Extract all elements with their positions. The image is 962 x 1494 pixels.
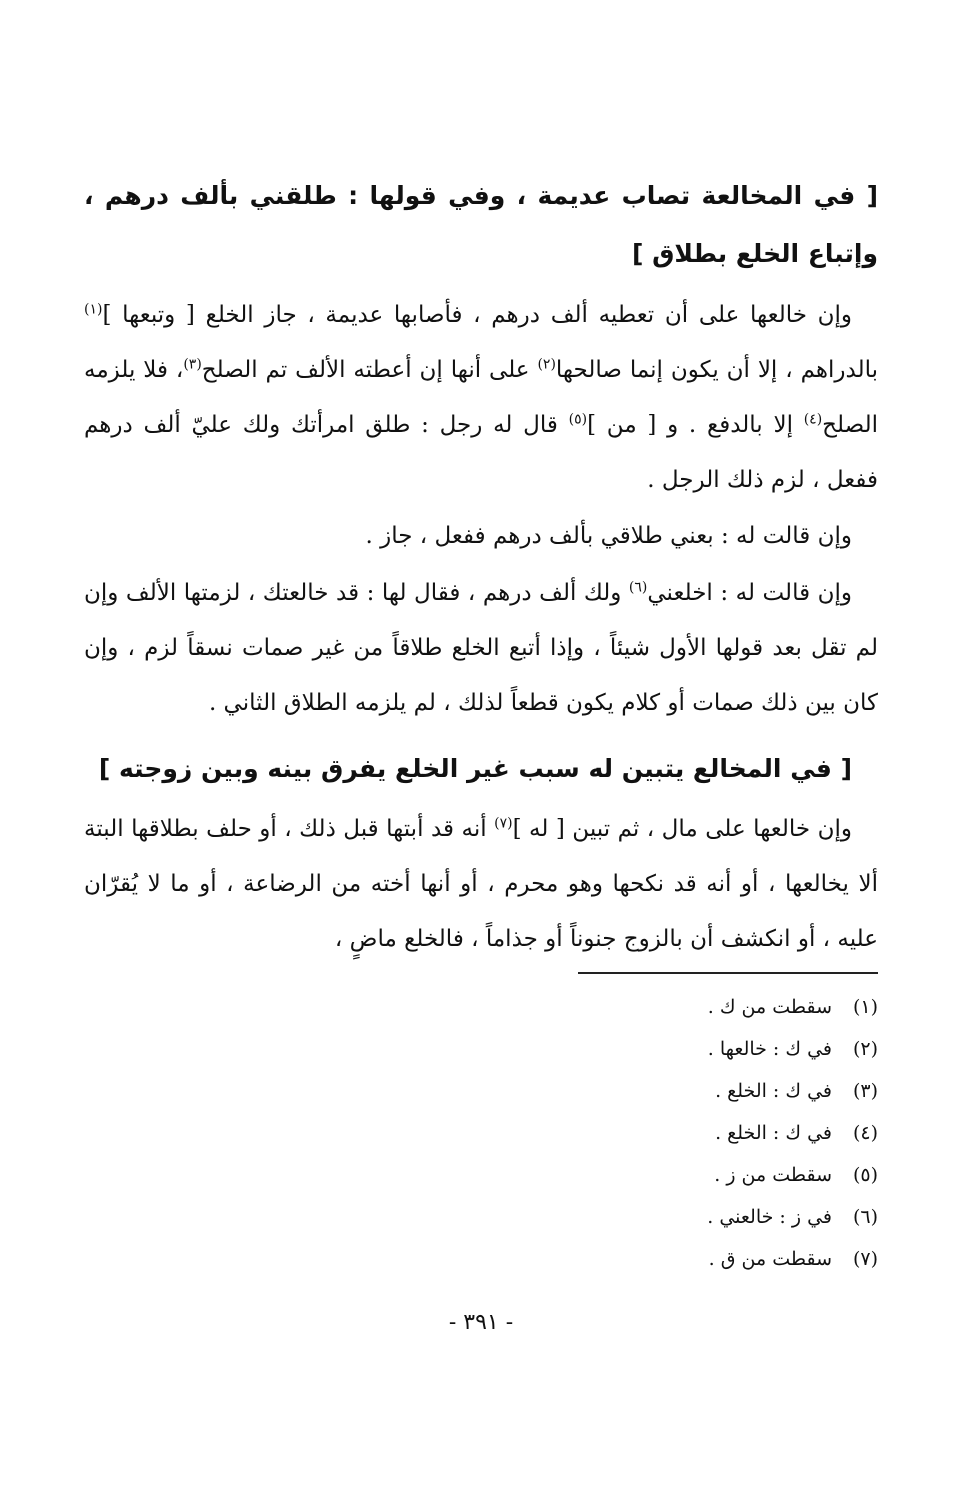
footnote-number: (٤) xyxy=(852,1122,878,1144)
paragraph-2-text: وإن قالت له : بعني طلاقي بألف درهم ففعل ، جاز . xyxy=(365,523,852,549)
page-number: - ٣٩١ - xyxy=(448,1310,514,1335)
footnote-number: (٦) xyxy=(852,1206,878,1228)
section-heading-2 xyxy=(84,740,878,798)
footnote-ref-3: (٣) xyxy=(183,356,202,373)
paragraph-4-text-b: أنه قد أبتها قبل ذلك ، أو حلف بطلاقها البتة ألا يخالعها ، أو أنه قد نكحها وهو محرم ، أو أنها أخته من الرضاعة ، أو ما لا يُقرّان عليه ، أو انكشف أن بالزوج جنوناً أو جذاماً ، فالخلع ماضٍ ، xyxy=(84,816,878,952)
footnote-text: سقطت من ك . xyxy=(707,996,832,1018)
section-heading-1-text: [ في المخالعة تصاب عديمة ، وفي قولها : طلقني بألف درهم ، وإتباع الخلع بطلاق ] xyxy=(84,181,878,268)
footnote-item xyxy=(278,1154,878,1196)
paragraph-3 xyxy=(84,566,878,731)
footnotes-list xyxy=(278,986,878,1280)
paragraph-1-text-d: ، فلا يلزمه الصلح xyxy=(84,357,878,438)
footnote-number: (٥) xyxy=(852,1164,878,1186)
footnote-number: (٢) xyxy=(852,1038,878,1060)
paragraph-2 xyxy=(84,509,878,564)
footnote-text: في ز : خالعني . xyxy=(707,1206,832,1228)
footnote-item xyxy=(278,986,878,1028)
footnote-item xyxy=(278,1070,878,1112)
paragraph-1-text-b: بالدراهم ، إلا أن يكون إنما صالحها xyxy=(555,357,878,383)
footnote-ref-5: (٥) xyxy=(568,411,588,428)
footnote-number: (٧) xyxy=(852,1248,878,1270)
footnote-text: في ك : الخلع . xyxy=(715,1080,832,1102)
footnote-item xyxy=(278,1112,878,1154)
paragraph-4-text-a: وإن خالعها على مال ، ثم تبين [ له ] xyxy=(512,816,852,842)
paragraph-1-text-f: قال له رجل : طلق امرأتك ولك عليّ ألف درهم ففعل ، لزم ذلك الرجل . xyxy=(84,412,878,493)
footnote-text: في ك : الخلع . xyxy=(715,1122,832,1144)
paragraph-1-text-c: على أنها إن أعطته الألف تم الصلح xyxy=(201,357,538,383)
paragraph-1 xyxy=(84,288,878,508)
footnote-text: سقطت من ق . xyxy=(708,1248,832,1270)
footnote-item xyxy=(278,1238,878,1280)
paragraph-3-text-b: ولك ألف درهم ، فقال لها : قد خالعتك ، لزمتها الألف وإن لم تقل بعد قولها الأول شيئاً ، وإذا أتبع الخلع طلاقاً من غير صمات نسقاً لزم ، وإن كان بين ذلك صمات أو كلام يكون قطعاً لذلك ، لم يلزمه الطلاق الثاني . xyxy=(84,580,878,716)
paragraph-3-text-a: وإن قالت له : اخلعني xyxy=(647,580,852,606)
footnote-ref-7: (٧) xyxy=(494,815,513,832)
section-heading-1 xyxy=(84,167,878,283)
footnote-item xyxy=(278,1028,878,1070)
footnote-ref-2: (٢) xyxy=(537,356,556,373)
footnote-separator xyxy=(578,972,878,974)
footnote-number: (٣) xyxy=(852,1080,878,1102)
paragraph-4 xyxy=(84,802,878,967)
footnote-number: (١) xyxy=(852,996,878,1018)
footnote-ref-4: (٤) xyxy=(803,411,823,428)
paragraph-1-text-a: وإن خالعها على أن تعطيه ألف درهم ، فأصابها عديمة ، جاز الخلع [ وتبعها ] xyxy=(102,302,852,328)
footnote-text: في ك : خالعها . xyxy=(707,1038,832,1060)
paragraph-1-text-e: إلا بالدفع . و [ من ] xyxy=(587,412,804,438)
footnote-ref-6: (٦) xyxy=(628,579,648,596)
footnote-text: سقطت من ز . xyxy=(714,1164,832,1186)
footnote-ref-1: (١) xyxy=(84,301,103,318)
section-heading-2-text: [ في المخالع يتبين له سبب غير الخلع يفرق بينه وبين زوجته ] xyxy=(98,754,852,783)
footnote-item xyxy=(278,1196,878,1238)
